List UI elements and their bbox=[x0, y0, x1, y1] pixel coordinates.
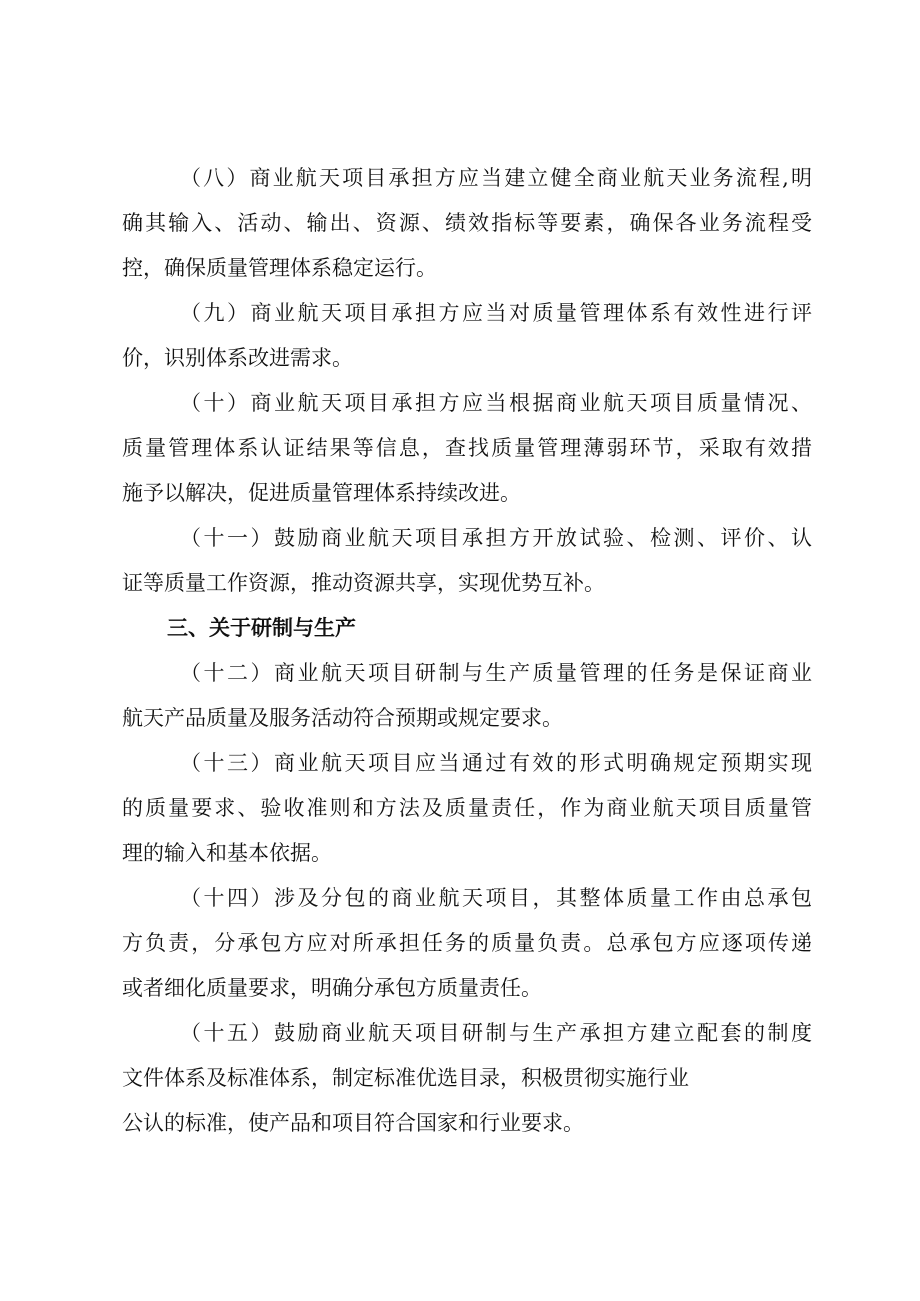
text-line: （十五）鼓励商业航天项目研制与生产承担方建立配套的制度 bbox=[180, 1021, 812, 1045]
text-line: （八）商业航天项目承担方应当建立健全商业航天业务流程,明 bbox=[180, 166, 812, 190]
paragraph-10 bbox=[122, 381, 822, 516]
paragraph-15 bbox=[122, 1011, 822, 1146]
text-line: 或者细化质量要求，明确分承包方质量责任。 bbox=[122, 976, 542, 1000]
paragraph-11 bbox=[122, 516, 822, 606]
paragraph-14 bbox=[122, 876, 822, 1011]
text-line: 确其输入、活动、输出、资源、绩效指标等要素，确保各业务流程受 bbox=[122, 211, 812, 235]
text-line: 施予以解决，促进质量管理体系持续改进。 bbox=[122, 481, 521, 505]
text-line: （十一）鼓励商业航天项目承担方开放试验、检测、评价、认 bbox=[180, 526, 812, 550]
document-body bbox=[122, 156, 822, 1146]
paragraph-8 bbox=[122, 156, 822, 291]
text-line: 价，识别体系改进需求。 bbox=[122, 346, 353, 370]
section-heading: 三、关于研制与生产 bbox=[167, 616, 356, 640]
text-line: 方负责，分承包方应对所承担任务的质量负责。总承包方应逐项传递 bbox=[122, 931, 812, 955]
paragraph-13 bbox=[122, 741, 822, 876]
text-line: 证等质量工作资源，推动资源共享，实现优势互补。 bbox=[122, 571, 605, 595]
paragraph-9 bbox=[122, 291, 822, 381]
text-line: 航天产品质量及服务活动符合预期或规定要求。 bbox=[122, 706, 563, 730]
text-line: （十）商业航天项目承担方应当根据商业航天项目质量情况、 bbox=[180, 391, 812, 415]
text-line: 的质量要求、验收准则和方法及质量责任，作为商业航天项目质量管 bbox=[122, 796, 812, 820]
text-line: （十二）商业航天项目研制与生产质量管理的任务是保证商业 bbox=[180, 661, 812, 685]
paragraph-12 bbox=[122, 651, 822, 741]
text-line: 理的输入和基本依据。 bbox=[122, 841, 332, 865]
text-line: （十三）商业航天项目应当通过有效的形式明确规定预期实现 bbox=[180, 751, 812, 775]
text-line: 公认的标准，使产品和项目符合国家和行业要求。 bbox=[122, 1111, 584, 1135]
text-line: 文件体系及标准体系，制定标准优选目录，积极贯彻实施行业 bbox=[122, 1066, 689, 1090]
text-line: 质量管理体系认证结果等信息，查找质量管理薄弱环节，采取有效措 bbox=[122, 436, 812, 460]
text-line: （九）商业航天项目承担方应当对质量管理体系有效性进行评 bbox=[180, 301, 812, 325]
text-line: （十四）涉及分包的商业航天项目，其整体质量工作由总承包 bbox=[180, 886, 812, 910]
text-line: 控，确保质量管理体系稳定运行。 bbox=[122, 256, 437, 280]
